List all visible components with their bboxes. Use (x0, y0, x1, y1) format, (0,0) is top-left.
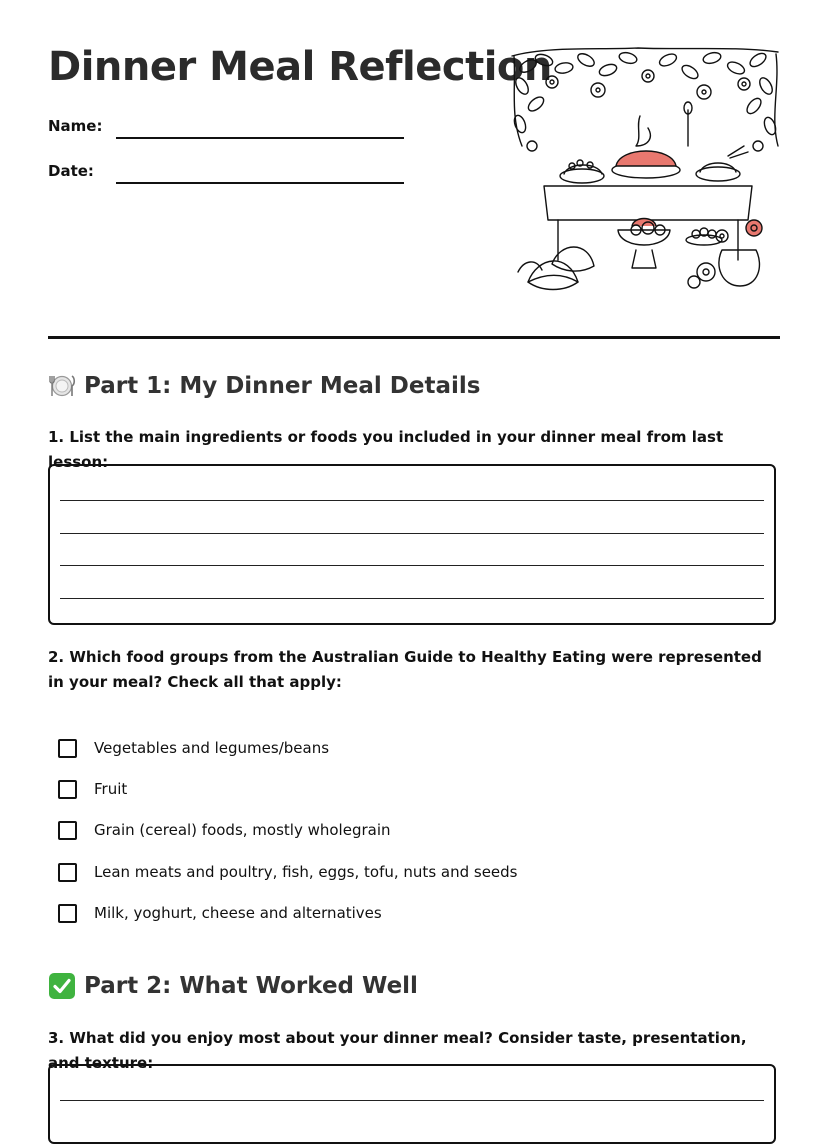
part2-heading (48, 972, 418, 1000)
food-group-option[interactable] (58, 777, 127, 801)
date-label: Date: (48, 162, 94, 180)
checkbox[interactable] (58, 739, 77, 758)
page-title: Dinner Meal Reflection (48, 44, 552, 90)
header-divider (48, 336, 780, 339)
question-3: 3. What did you enjoy most about your dinner meal? Consider taste, presentation, and texture: (48, 1029, 747, 1072)
answer-line (60, 565, 764, 566)
answer-line (60, 500, 764, 501)
food-group-option[interactable] (58, 901, 382, 925)
food-group-label: Grain (cereal) foods, mostly wholegrain (94, 821, 391, 839)
question-2: 2. Which food groups from the Australian Guide to Healthy Eating were represented in your meal? Check all that apply: (48, 648, 762, 691)
name-label: Name: (48, 117, 103, 135)
checkbox[interactable] (58, 904, 77, 923)
food-group-option[interactable] (58, 860, 518, 884)
part1-heading (48, 372, 480, 400)
answer-box-3[interactable] (48, 1064, 776, 1144)
answer-box-1[interactable] (48, 464, 776, 625)
checkbox[interactable] (58, 780, 77, 799)
food-group-label: Vegetables and legumes/beans (94, 739, 330, 757)
answer-line (60, 598, 764, 599)
checkbox[interactable] (58, 863, 77, 882)
checkbox[interactable] (58, 821, 77, 840)
food-group-option[interactable] (58, 818, 391, 842)
answer-line (60, 533, 764, 534)
check-mark-button-icon (48, 972, 76, 1000)
answer-line (60, 1100, 764, 1101)
food-group-label: Milk, yoghurt, cheese and alternatives (94, 904, 382, 922)
part2-heading-text: Part 2: What Worked Well (84, 973, 418, 999)
date-input-line[interactable] (116, 182, 404, 184)
name-input-line[interactable] (116, 137, 404, 139)
question-1: 1. List the main ingredients or foods you included in your dinner meal from last lesson: (48, 428, 724, 471)
plate-cutlery-icon (48, 372, 76, 400)
food-group-option[interactable] (58, 736, 329, 760)
dinner-table-illustration-icon (508, 46, 782, 298)
food-group-label: Fruit (94, 780, 128, 798)
food-group-label: Lean meats and poultry, fish, eggs, tofu, nuts and seeds (94, 863, 518, 881)
part1-heading-text: Part 1: My Dinner Meal Details (84, 373, 481, 399)
